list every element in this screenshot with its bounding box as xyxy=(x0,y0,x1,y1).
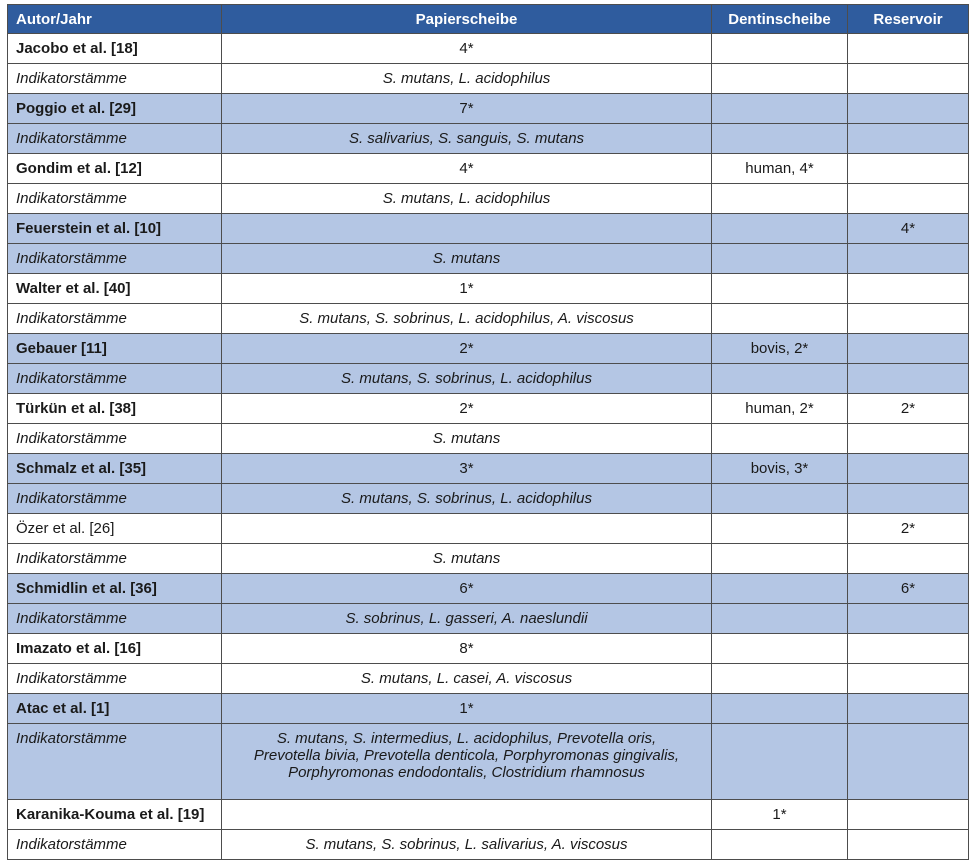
table-row-strains xyxy=(8,484,969,514)
reservoir-cell xyxy=(848,154,969,184)
reservoir-cell xyxy=(848,94,969,124)
table-row-study xyxy=(8,334,969,364)
table-row-strains xyxy=(8,664,969,694)
paper-disc-cell: 1* xyxy=(222,274,712,304)
table-row-strains xyxy=(8,184,969,214)
empty-cell xyxy=(848,830,969,860)
empty-cell xyxy=(712,424,848,454)
reservoir-cell: 2* xyxy=(848,394,969,424)
empty-cell xyxy=(848,244,969,274)
table-row-study xyxy=(8,274,969,304)
reservoir-cell xyxy=(848,634,969,664)
table-row-strains xyxy=(8,604,969,634)
table-row-strains xyxy=(8,724,969,800)
paper-disc-cell: 1* xyxy=(222,694,712,724)
study-table xyxy=(7,4,969,860)
author-cell: Walter et al. [40] xyxy=(8,274,222,304)
strain-label-cell: Indikatorstämme xyxy=(8,724,222,800)
reservoir-cell xyxy=(848,454,969,484)
dentin-disc-cell xyxy=(712,694,848,724)
header-dentin-disc: Dentinscheibe xyxy=(712,5,848,34)
strains-cell: S. mutans, L. acidophilus xyxy=(222,64,712,94)
empty-cell xyxy=(712,304,848,334)
strains-cell: S. mutans xyxy=(222,544,712,574)
dentin-disc-cell xyxy=(712,214,848,244)
strains-cell: S. mutans xyxy=(222,424,712,454)
header-reservoir: Reservoir xyxy=(848,5,969,34)
empty-cell xyxy=(848,184,969,214)
paper-disc-cell xyxy=(222,514,712,544)
reservoir-cell xyxy=(848,800,969,830)
strain-label-cell: Indikatorstämme xyxy=(8,604,222,634)
dentin-disc-cell: 1* xyxy=(712,800,848,830)
table-row-study xyxy=(8,514,969,544)
strain-label-cell: Indikatorstämme xyxy=(8,830,222,860)
strains-cell: S. mutans, L. casei, A. viscosus xyxy=(222,664,712,694)
author-cell: Jacobo et al. [18] xyxy=(8,34,222,64)
empty-cell xyxy=(712,364,848,394)
dentin-disc-cell: bovis, 2* xyxy=(712,334,848,364)
strain-label-cell: Indikatorstämme xyxy=(8,244,222,274)
paper-disc-cell: 4* xyxy=(222,154,712,184)
dentin-disc-cell xyxy=(712,574,848,604)
strain-label-cell: Indikatorstämme xyxy=(8,304,222,334)
table-row-study xyxy=(8,94,969,124)
strains-cell: S. mutans xyxy=(222,244,712,274)
empty-cell xyxy=(712,64,848,94)
table-row-study xyxy=(8,634,969,664)
strains-line: Porphyromonas endodontalis, Clostridium rhamnosus xyxy=(288,764,645,781)
author-cell: Schmidlin et al. [36] xyxy=(8,574,222,604)
empty-cell xyxy=(848,364,969,394)
strains-cell: S. mutans, S. sobrinus, L. acidophilus, A. viscosus xyxy=(222,304,712,334)
table-row-strains xyxy=(8,124,969,154)
table-row-study xyxy=(8,154,969,184)
author-cell: Imazato et al. [16] xyxy=(8,634,222,664)
strains-line: S. mutans, S. intermedius, L. acidophilus, Prevotella oris, xyxy=(276,730,657,747)
empty-cell xyxy=(712,604,848,634)
paper-disc-cell: 4* xyxy=(222,34,712,64)
empty-cell xyxy=(712,724,848,800)
paper-disc-cell: 6* xyxy=(222,574,712,604)
empty-cell xyxy=(848,124,969,154)
author-cell: Özer et al. [26] xyxy=(8,514,222,544)
empty-cell xyxy=(848,664,969,694)
table-row-strains xyxy=(8,830,969,860)
header-author: Autor/Jahr xyxy=(8,5,222,34)
empty-cell xyxy=(848,604,969,634)
paper-disc-cell xyxy=(222,800,712,830)
empty-cell xyxy=(848,304,969,334)
author-cell: Schmalz et al. [35] xyxy=(8,454,222,484)
dentin-disc-cell xyxy=(712,34,848,64)
table-row-strains xyxy=(8,64,969,94)
strains-line: Prevotella bivia, Prevotella denticola, Porphyromonas gingivalis, xyxy=(253,747,680,764)
reservoir-cell: 4* xyxy=(848,214,969,244)
empty-cell xyxy=(712,244,848,274)
paper-disc-cell: 2* xyxy=(222,334,712,364)
strain-label-cell: Indikatorstämme xyxy=(8,424,222,454)
reservoir-cell xyxy=(848,274,969,304)
empty-cell xyxy=(712,830,848,860)
empty-cell xyxy=(712,124,848,154)
author-cell: Gondim et al. [12] xyxy=(8,154,222,184)
table-row-study xyxy=(8,800,969,830)
dentin-disc-cell xyxy=(712,634,848,664)
reservoir-cell xyxy=(848,334,969,364)
table-header xyxy=(8,5,969,34)
paper-disc-cell xyxy=(222,214,712,244)
paper-disc-cell: 3* xyxy=(222,454,712,484)
table-row-strains xyxy=(8,244,969,274)
dentin-disc-cell xyxy=(712,514,848,544)
author-cell: Karanika-Kouma et al. [19] xyxy=(8,800,222,830)
empty-cell xyxy=(712,544,848,574)
author-cell: Gebauer [11] xyxy=(8,334,222,364)
strains-cell: S. mutans, S. sobrinus, L. salivarius, A. viscosus xyxy=(222,830,712,860)
strain-label-cell: Indikatorstämme xyxy=(8,64,222,94)
table-row-study xyxy=(8,574,969,604)
reservoir-cell: 2* xyxy=(848,514,969,544)
header-paper-disc: Papierscheibe xyxy=(222,5,712,34)
table-row-study xyxy=(8,34,969,64)
empty-cell xyxy=(848,64,969,94)
dentin-disc-cell xyxy=(712,274,848,304)
strain-label-cell: Indikatorstämme xyxy=(8,544,222,574)
empty-cell xyxy=(712,664,848,694)
strain-label-cell: Indikatorstämme xyxy=(8,124,222,154)
strains-cell: S. salivarius, S. sanguis, S. mutans xyxy=(222,124,712,154)
table-body xyxy=(8,34,969,860)
table-row-study xyxy=(8,394,969,424)
empty-cell xyxy=(848,544,969,574)
paper-disc-cell: 7* xyxy=(222,94,712,124)
strain-label-cell: Indikatorstämme xyxy=(8,364,222,394)
strain-label-cell: Indikatorstämme xyxy=(8,484,222,514)
dentin-disc-cell xyxy=(712,94,848,124)
empty-cell xyxy=(712,484,848,514)
author-cell: Feuerstein et al. [10] xyxy=(8,214,222,244)
dentin-disc-cell: human, 2* xyxy=(712,394,848,424)
author-cell: Poggio et al. [29] xyxy=(8,94,222,124)
table-row-strains xyxy=(8,424,969,454)
table-row-study xyxy=(8,214,969,244)
strains-cell: S. mutans, S. sobrinus, L. acidophilus xyxy=(222,484,712,514)
strains-cell: S. sobrinus, L. gasseri, A. naeslundii xyxy=(222,604,712,634)
table-row-study xyxy=(8,454,969,484)
dentin-disc-cell: bovis, 3* xyxy=(712,454,848,484)
table-row-study xyxy=(8,694,969,724)
author-cell: Atac et al. [1] xyxy=(8,694,222,724)
reservoir-cell: 6* xyxy=(848,574,969,604)
table-row-strains xyxy=(8,544,969,574)
empty-cell xyxy=(712,184,848,214)
strain-label-cell: Indikatorstämme xyxy=(8,184,222,214)
paper-disc-cell: 8* xyxy=(222,634,712,664)
author-cell: Türkün et al. [38] xyxy=(8,394,222,424)
reservoir-cell xyxy=(848,694,969,724)
reservoir-cell xyxy=(848,34,969,64)
strains-cell: S. mutans, L. acidophilus xyxy=(222,184,712,214)
header-row xyxy=(8,5,969,34)
empty-cell xyxy=(848,424,969,454)
table-row-strains xyxy=(8,304,969,334)
strain-label-cell: Indikatorstämme xyxy=(8,664,222,694)
empty-cell xyxy=(848,724,969,800)
table-row-strains xyxy=(8,364,969,394)
dentin-disc-cell: human, 4* xyxy=(712,154,848,184)
paper-disc-cell: 2* xyxy=(222,394,712,424)
strains-cell xyxy=(222,724,712,800)
strains-cell: S. mutans, S. sobrinus, L. acidophilus xyxy=(222,364,712,394)
empty-cell xyxy=(848,484,969,514)
